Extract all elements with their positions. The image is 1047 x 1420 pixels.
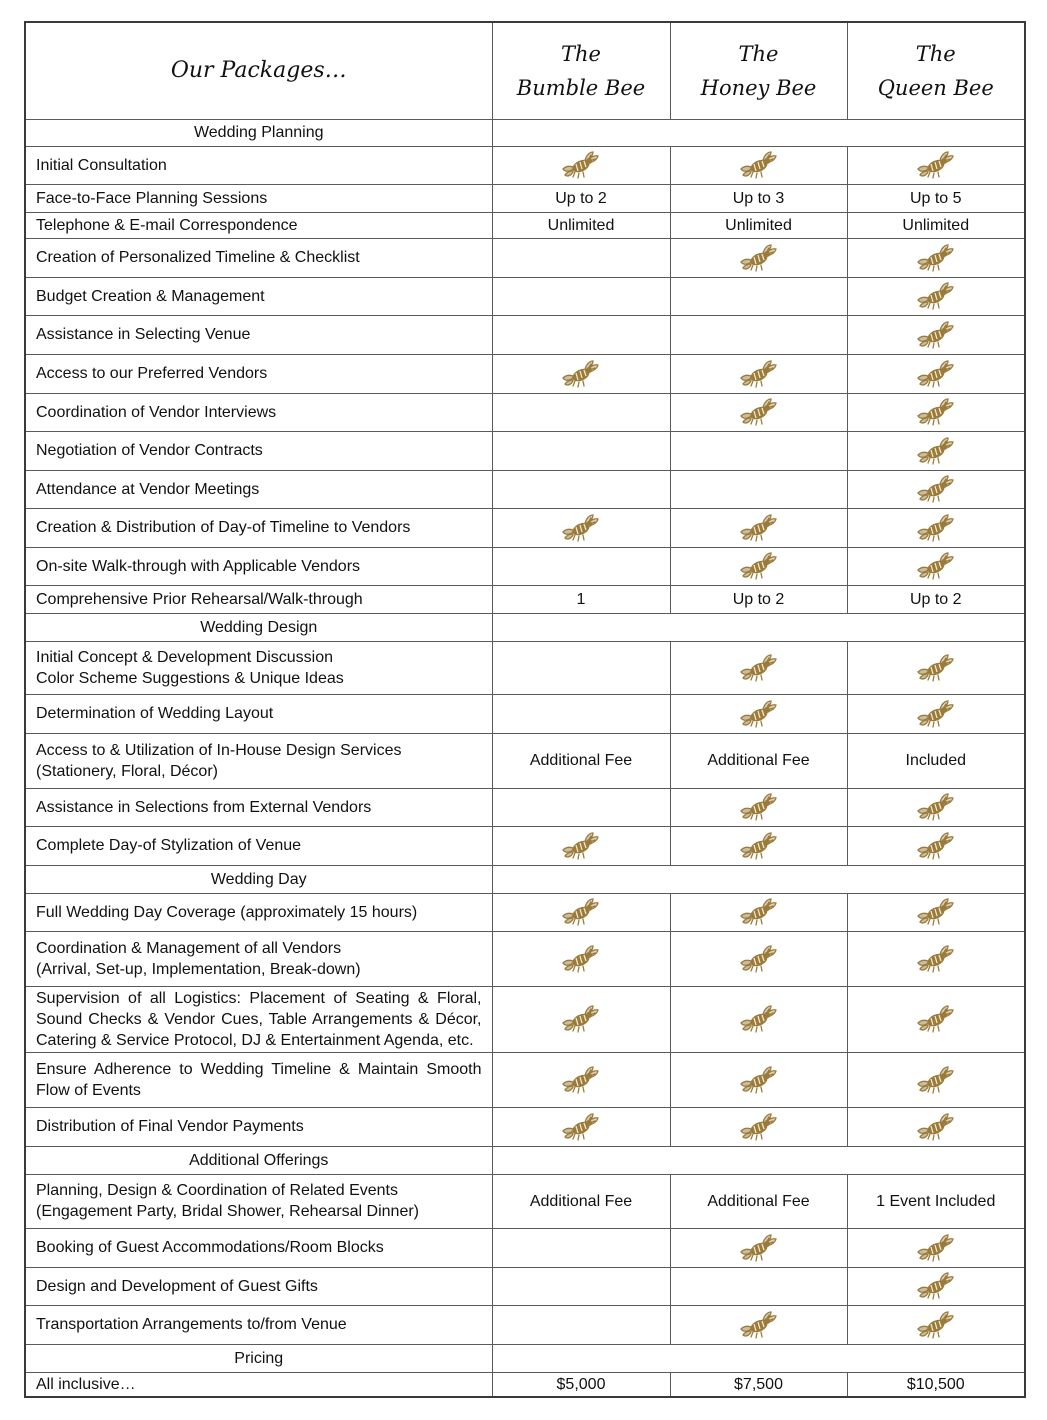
bee-icon <box>916 551 956 581</box>
package-value-cell <box>670 826 847 865</box>
package-name-line2: Bumble Bee <box>516 75 646 100</box>
package-value-empty <box>492 641 670 694</box>
bee-icon <box>916 243 956 273</box>
package-value-cell <box>847 1052 1025 1107</box>
bee-icon <box>916 944 956 974</box>
feature-label: Telephone & E-mail Correspondence <box>25 212 492 238</box>
package-value-empty <box>492 788 670 826</box>
feature-label: Planning, Design & Coordination of Related Events (Engagement Party, Bridal Shower, Rehearsal Dinner) <box>25 1174 492 1228</box>
package-value-cell <box>847 238 1025 277</box>
feature-label: Coordination of Vendor Interviews <box>25 393 492 431</box>
package-value-empty <box>492 1267 670 1305</box>
feature-label: Supervision of all Logistics: Placement of Seating & Floral, Sound Checks & Vendor Cues, Table Arrangements & Décor, Catering & Service Protocol, DJ & Entertainment Agenda, etc. <box>25 986 492 1052</box>
bee-icon <box>739 1004 779 1034</box>
package-value-cell <box>847 431 1025 470</box>
packages-title-cell <box>25 22 492 119</box>
bee-icon <box>561 944 601 974</box>
bee-icon <box>916 792 956 822</box>
package-value-cell <box>670 1052 847 1107</box>
package-value: Additional Fee <box>670 733 847 788</box>
section-heading: Additional Offerings <box>25 1146 492 1174</box>
bee-icon <box>916 1065 956 1095</box>
package-value-cell <box>847 393 1025 431</box>
section-spacer <box>492 1344 1025 1372</box>
section-heading: Wedding Planning <box>25 119 492 146</box>
table-row <box>25 470 1025 508</box>
section-spacer <box>492 865 1025 893</box>
package-value-cell <box>492 826 670 865</box>
feature-label: Determination of Wedding Layout <box>25 694 492 733</box>
bee-icon <box>916 474 956 504</box>
bee-icon <box>739 1233 779 1263</box>
feature-label: Negotiation of Vendor Contracts <box>25 431 492 470</box>
bee-icon <box>916 1271 956 1301</box>
package-value-empty <box>670 315 847 354</box>
package-name-line2: Queen Bee <box>877 75 994 100</box>
package-value: Up to 3 <box>670 184 847 212</box>
package-header-honey-bee <box>670 22 847 119</box>
bee-icon <box>739 150 779 180</box>
table-row <box>25 277 1025 315</box>
package-value-cell <box>670 641 847 694</box>
feature-label: Budget Creation & Management <box>25 277 492 315</box>
feature-label: Access to & Utilization of In-House Design Services (Stationery, Floral, Décor) <box>25 733 492 788</box>
package-value-cell <box>670 354 847 393</box>
package-value-cell <box>847 508 1025 547</box>
package-value-cell <box>492 1107 670 1146</box>
package-value-empty <box>670 470 847 508</box>
bee-icon <box>916 150 956 180</box>
packages-table <box>24 21 1026 1398</box>
package-value-empty <box>492 393 670 431</box>
bee-icon <box>916 281 956 311</box>
package-value-cell <box>670 1107 847 1146</box>
package-value-cell <box>492 354 670 393</box>
bee-icon <box>916 653 956 683</box>
bee-icon <box>916 897 956 927</box>
bee-icon <box>739 944 779 974</box>
bee-icon <box>561 1065 601 1095</box>
table-row <box>25 547 1025 585</box>
package-value-empty <box>670 1267 847 1305</box>
table-row <box>25 212 1025 238</box>
bee-icon <box>561 1004 601 1034</box>
bee-icon <box>916 1004 956 1034</box>
package-value-cell <box>847 931 1025 986</box>
bee-icon <box>916 513 956 543</box>
bee-icon <box>739 831 779 861</box>
bee-icon <box>916 1112 956 1142</box>
package-value: Included <box>847 733 1025 788</box>
feature-label: Design and Development of Guest Gifts <box>25 1267 492 1305</box>
section-row <box>25 119 1025 146</box>
package-value-cell <box>847 146 1025 184</box>
section-row <box>25 1344 1025 1372</box>
package-header-bumble-bee <box>492 22 670 119</box>
package-header-queen-bee <box>847 22 1025 119</box>
table-row <box>25 826 1025 865</box>
feature-label: Initial Consultation <box>25 146 492 184</box>
section-heading: Wedding Day <box>25 865 492 893</box>
package-value-cell <box>847 1107 1025 1146</box>
package-value-cell <box>847 986 1025 1052</box>
package-value-cell <box>847 1267 1025 1305</box>
table-row <box>25 393 1025 431</box>
package-value-cell <box>847 277 1025 315</box>
package-value-cell <box>847 354 1025 393</box>
bee-icon <box>739 1310 779 1340</box>
package-value: Additional Fee <box>670 1174 847 1228</box>
section-row <box>25 865 1025 893</box>
bee-icon <box>739 359 779 389</box>
table-row <box>25 1052 1025 1107</box>
table-row <box>25 315 1025 354</box>
table-row <box>25 788 1025 826</box>
package-value-cell <box>670 1305 847 1344</box>
package-value-empty <box>670 277 847 315</box>
feature-label: Transportation Arrangements to/from Venue <box>25 1305 492 1344</box>
package-name-line2: Honey Bee <box>700 75 817 100</box>
package-value-cell <box>492 146 670 184</box>
package-value-cell <box>847 694 1025 733</box>
section-heading: Wedding Design <box>25 613 492 641</box>
bee-icon <box>739 792 779 822</box>
table-row <box>25 585 1025 613</box>
package-value-cell <box>670 508 847 547</box>
feature-label: Access to our Preferred Vendors <box>25 354 492 393</box>
bee-icon <box>739 1065 779 1095</box>
feature-label: On-site Walk-through with Applicable Vendors <box>25 547 492 585</box>
package-value: Unlimited <box>847 212 1025 238</box>
bee-icon <box>916 397 956 427</box>
package-value-cell <box>670 146 847 184</box>
package-value: Up to 2 <box>670 585 847 613</box>
package-value: Unlimited <box>670 212 847 238</box>
package-value: $10,500 <box>847 1372 1025 1397</box>
feature-label: Face-to-Face Planning Sessions <box>25 184 492 212</box>
bee-icon <box>916 1310 956 1340</box>
table-row <box>25 508 1025 547</box>
package-value: Up to 2 <box>492 184 670 212</box>
package-value-cell <box>492 893 670 931</box>
package-value-empty <box>492 431 670 470</box>
packages-title: Our Packages… <box>170 57 347 83</box>
table-row <box>25 1372 1025 1397</box>
package-value: 1 Event Included <box>847 1174 1025 1228</box>
bee-icon <box>739 397 779 427</box>
table-row <box>25 1267 1025 1305</box>
package-value-cell <box>847 641 1025 694</box>
table-row <box>25 931 1025 986</box>
table-row <box>25 733 1025 788</box>
table-row <box>25 986 1025 1052</box>
feature-label: Initial Concept & Development Discussion Color Scheme Suggestions & Unique Ideas <box>25 641 492 694</box>
packages-table-body <box>25 22 1025 1397</box>
table-row <box>25 238 1025 277</box>
bee-icon <box>561 897 601 927</box>
table-row <box>25 641 1025 694</box>
feature-label: Complete Day-of Stylization of Venue <box>25 826 492 865</box>
bee-icon <box>739 1112 779 1142</box>
package-value: Up to 5 <box>847 184 1025 212</box>
feature-label: Booking of Guest Accommodations/Room Blocks <box>25 1228 492 1267</box>
table-row <box>25 694 1025 733</box>
bee-icon <box>739 551 779 581</box>
table-row <box>25 184 1025 212</box>
bee-icon <box>916 436 956 466</box>
table-row <box>25 354 1025 393</box>
package-value-cell <box>847 1305 1025 1344</box>
table-row <box>25 1305 1025 1344</box>
package-value: 1 <box>492 585 670 613</box>
package-value-empty <box>492 277 670 315</box>
section-spacer <box>492 613 1025 641</box>
package-value-cell <box>670 893 847 931</box>
feature-label: Assistance in Selecting Venue <box>25 315 492 354</box>
feature-label: Full Wedding Day Coverage (approximately 15 hours) <box>25 893 492 931</box>
package-name-line1: The <box>738 41 779 66</box>
package-value-empty <box>492 1228 670 1267</box>
package-value-empty <box>492 547 670 585</box>
feature-label: Creation of Personalized Timeline & Checklist <box>25 238 492 277</box>
table-row <box>25 1107 1025 1146</box>
section-heading: Pricing <box>25 1344 492 1372</box>
bee-icon <box>916 359 956 389</box>
package-value-cell <box>492 1052 670 1107</box>
section-spacer <box>492 119 1025 146</box>
package-value-empty <box>492 1305 670 1344</box>
package-value-cell <box>670 788 847 826</box>
bee-icon <box>916 320 956 350</box>
table-row <box>25 1228 1025 1267</box>
table-row <box>25 146 1025 184</box>
package-value-cell <box>492 508 670 547</box>
section-row <box>25 613 1025 641</box>
package-value-cell <box>847 1228 1025 1267</box>
section-spacer <box>492 1146 1025 1174</box>
package-value-cell <box>492 931 670 986</box>
feature-label: Distribution of Final Vendor Payments <box>25 1107 492 1146</box>
bee-icon <box>561 831 601 861</box>
feature-label: Comprehensive Prior Rehearsal/Walk-through <box>25 585 492 613</box>
table-row <box>25 1174 1025 1228</box>
bee-icon <box>916 699 956 729</box>
package-value-cell <box>847 893 1025 931</box>
package-value: Additional Fee <box>492 1174 670 1228</box>
bee-icon <box>739 513 779 543</box>
bee-icon <box>561 359 601 389</box>
table-row <box>25 893 1025 931</box>
package-value: Unlimited <box>492 212 670 238</box>
bee-icon <box>561 1112 601 1142</box>
bee-icon <box>916 1233 956 1263</box>
package-value: $5,000 <box>492 1372 670 1397</box>
feature-label: All inclusive… <box>25 1372 492 1397</box>
feature-label: Ensure Adherence to Wedding Timeline & Maintain Smooth Flow of Events <box>25 1052 492 1107</box>
table-row <box>25 431 1025 470</box>
package-value-cell <box>670 694 847 733</box>
package-value-empty <box>492 470 670 508</box>
bee-icon <box>739 243 779 273</box>
feature-label: Attendance at Vendor Meetings <box>25 470 492 508</box>
bee-icon <box>739 897 779 927</box>
package-value-cell <box>670 986 847 1052</box>
package-value-empty <box>492 315 670 354</box>
package-value-cell <box>670 1228 847 1267</box>
package-value-cell <box>847 788 1025 826</box>
package-value: Up to 2 <box>847 585 1025 613</box>
bee-icon <box>561 150 601 180</box>
package-value: $7,500 <box>670 1372 847 1397</box>
package-value-cell <box>847 470 1025 508</box>
package-value-cell <box>847 315 1025 354</box>
section-row <box>25 1146 1025 1174</box>
package-value-cell <box>670 547 847 585</box>
bee-icon <box>916 831 956 861</box>
bee-icon <box>739 653 779 683</box>
package-value-empty <box>492 694 670 733</box>
bee-icon <box>739 699 779 729</box>
package-value-empty <box>492 238 670 277</box>
package-value: Additional Fee <box>492 733 670 788</box>
package-value-cell <box>492 986 670 1052</box>
package-value-cell <box>670 393 847 431</box>
package-value-empty <box>670 431 847 470</box>
feature-label: Coordination & Management of all Vendors (Arrival, Set-up, Implementation, Break-down) <box>25 931 492 986</box>
package-value-cell <box>670 238 847 277</box>
package-value-cell <box>847 826 1025 865</box>
feature-label: Creation & Distribution of Day-of Timeline to Vendors <box>25 508 492 547</box>
package-value-cell <box>847 547 1025 585</box>
bee-icon <box>561 513 601 543</box>
package-value-cell <box>670 931 847 986</box>
package-name-line1: The <box>915 41 956 66</box>
feature-label: Assistance in Selections from External Vendors <box>25 788 492 826</box>
package-name-line1: The <box>561 41 601 66</box>
header-row <box>25 22 1025 119</box>
